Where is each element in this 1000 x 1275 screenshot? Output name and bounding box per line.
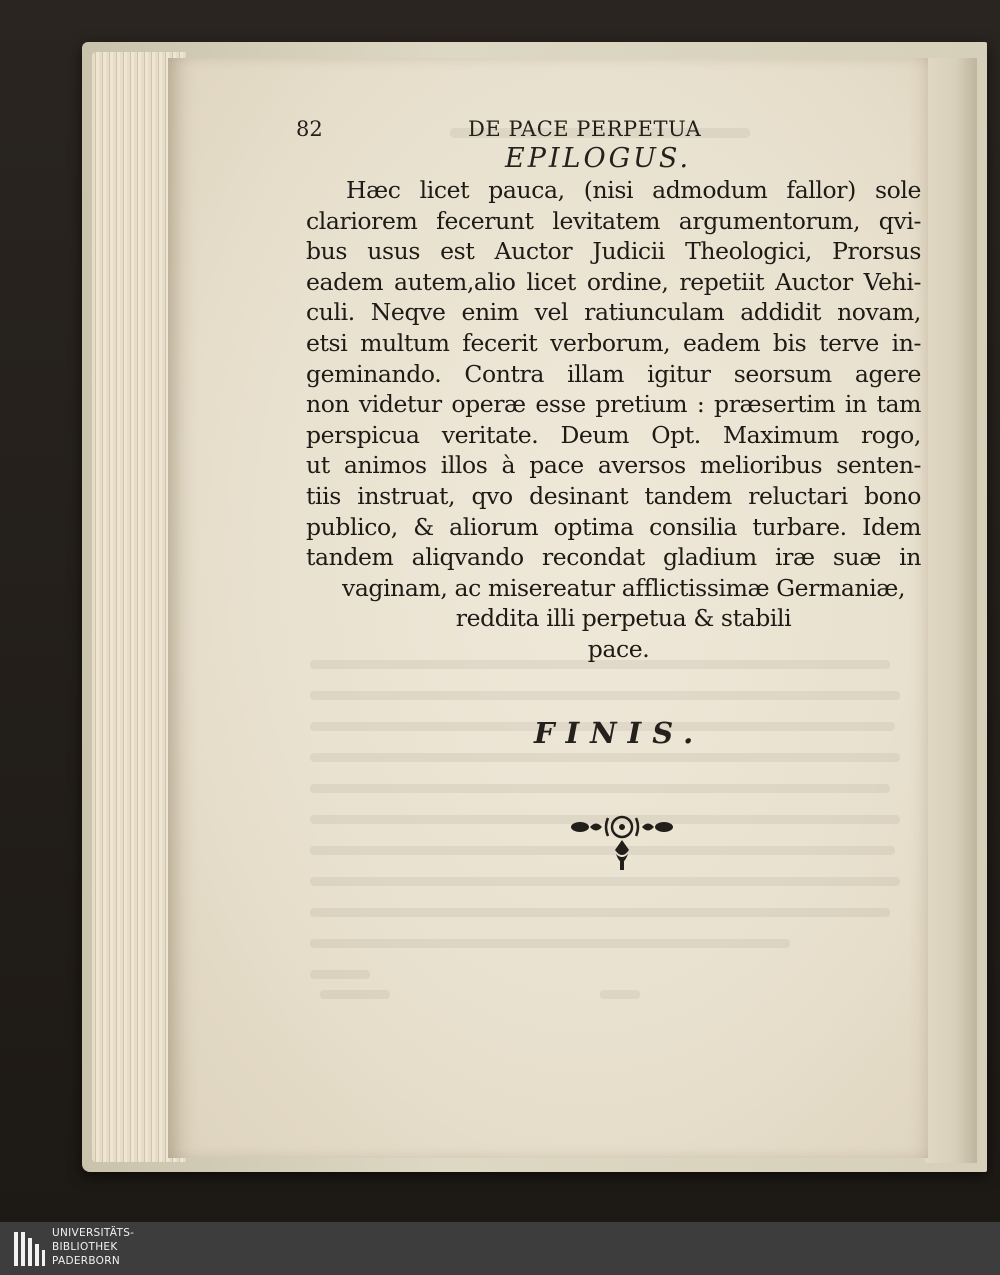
text-line: geminando. Contra illam igitur seorsum agere bbox=[306, 359, 921, 388]
library-logo-text bbox=[52, 1226, 134, 1268]
text-line: tiis instruat, qvo desinant tandem reluctari bono bbox=[306, 481, 921, 510]
text-line: pace. bbox=[587, 634, 650, 663]
text-line: vaginam, ac misereatur afflictissimæ Germaniæ, bbox=[341, 573, 906, 602]
text-line: bus usus est Auctor Judicii Theologici, Prorsus bbox=[306, 237, 921, 266]
text-line: reddita illi perpetua & stabili bbox=[455, 604, 792, 633]
logo-line: UNIVERSITÄTS- bbox=[52, 1227, 135, 1239]
body-text bbox=[306, 175, 921, 665]
text-line: tandem aliqvando recondat gladium iræ suæ in bbox=[306, 543, 921, 572]
running-head: DE PACE PERPETUA bbox=[468, 117, 702, 141]
finis-label: FINIS. bbox=[534, 716, 705, 750]
floral-tailpiece-icon bbox=[566, 812, 678, 874]
text-line: publico, & aliorum optima consilia turbare. Idem bbox=[306, 512, 921, 541]
text-line: ut animos illos à pace aversos melioribus senten- bbox=[306, 451, 921, 480]
footer-bar bbox=[0, 1222, 1000, 1275]
text-line: perspicua veritate. Deum Opt. Maximum rogo, bbox=[306, 420, 921, 449]
logo-line: PADERBORN bbox=[52, 1255, 120, 1267]
text-line: culi. Neqve enim vel ratiunculam addidit novam, bbox=[306, 298, 921, 327]
page-number: 82 bbox=[296, 117, 323, 141]
section-heading: EPILOGUS. bbox=[505, 143, 692, 174]
text-line: etsi multum fecerit verborum, eadem bis terve in- bbox=[306, 328, 921, 357]
logo-line: BIBLIOTHEK bbox=[52, 1241, 118, 1253]
text-line: Hæc licet pauca, (nisi admodum fallor) sole bbox=[346, 176, 921, 204]
page-right-edge bbox=[925, 58, 977, 1163]
text-line: clariorem fecerunt levitatem argumentorum, qvi- bbox=[306, 206, 921, 235]
text-line: eadem autem,alio licet ordine, repetiit Auctor Vehi- bbox=[306, 267, 921, 296]
library-logo-icon bbox=[12, 1228, 46, 1268]
text-line: non videtur operæ esse pretium : præsertim in tam bbox=[306, 390, 921, 419]
